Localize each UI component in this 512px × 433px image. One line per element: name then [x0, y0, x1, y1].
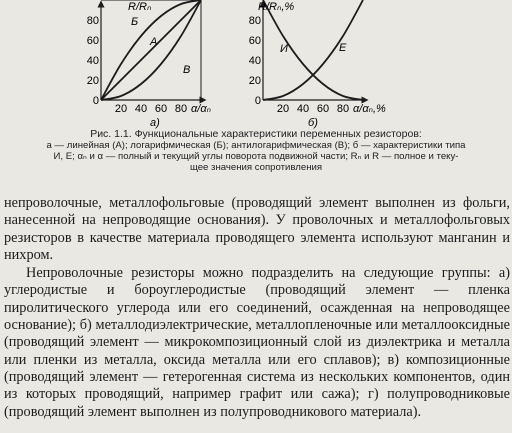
chart-a-x-tick: 80: [174, 103, 188, 115]
chart-b-series-1-line: [263, 0, 363, 100]
chart-b-sublabel: б): [308, 117, 318, 129]
chart-a-y-tick: 80: [86, 15, 99, 27]
chart-b-curve-label-i: И: [280, 43, 288, 55]
caption-line: щее значения сопротивления: [189, 162, 323, 173]
chart-a-curve-label-v: B: [183, 64, 191, 76]
body-text: [4, 195, 510, 421]
chart-b-x-tick: 80: [336, 103, 350, 115]
chart-a-x-tick: 60: [154, 103, 168, 115]
figure-caption: [10, 129, 502, 173]
chart-b-y-tick: 0: [254, 95, 261, 107]
chart-a-x-axis-label: α/αₙ: [191, 103, 211, 115]
caption-line: И, E; αₙ и α — полный и текущий углы поворота подвижной части; Rₙ и R — полное и теку-: [53, 151, 459, 162]
chart-b-x-tick: 20: [276, 103, 290, 115]
paragraph: Непроволочные резисторы можно подразделить на следующие группы: а) углеродистые и бороуглеродистые (проводящий элемент — пленка пиролитического углерода или его соединений, осажденная на непроводящее основание); б) металлодиэлектрические, металлопленочные или металлооксидные (проводящий элемент — микрокомпозиционный слой из диэлектрика и металла или пленки из металла, оксида металла или его сплавов); в) композиционные (проводящий элемент — гетерогенная система из нескольких компонентов, один из которых проводящий, например графит или сажа); г) полупроводниковые (проводящий элемент выполнен из полупроводникового материала).: [4, 265, 510, 420]
chart-b-curve-label-e: E: [339, 42, 347, 54]
chart-a-x-tick: 20: [114, 103, 128, 115]
chart-a-y-tick: 60: [86, 35, 99, 47]
chart-a-y-ticks: [87, 15, 99, 107]
chart-b-x-ticks: [277, 103, 349, 115]
chart-a-y-axis-label: R/Rₙ: [128, 1, 152, 13]
chart-b-y-tick: 40: [248, 55, 261, 67]
chart-b-y-axis-label: R/Rₙ,%: [258, 1, 295, 13]
chart-a-x-ticks: [115, 103, 187, 115]
chart-b: [249, 0, 386, 129]
chart-b-y-tick: 80: [248, 15, 261, 27]
chart-a-curve-label-a: A: [150, 36, 158, 48]
chart-a-y-tick: 0: [92, 95, 99, 107]
chart-b-y-ticks: [249, 15, 261, 107]
chart-a-y-tick: 40: [86, 55, 99, 67]
chart-b-y-tick: 20: [248, 75, 261, 87]
chart-a: [87, 0, 211, 129]
chart-a-sublabel: a): [150, 117, 160, 129]
chart-b-y-tick: 60: [248, 35, 261, 47]
chart-b-series-2-line: [263, 0, 363, 100]
chart-a-curve-label-b: Б: [131, 16, 139, 28]
chart-a-x-tick: 40: [134, 103, 148, 115]
chart-a-series-1-line: [101, 0, 201, 100]
chart-b-x-axis-label: α/αₙ,%: [353, 103, 386, 115]
chart-b-x-tick: 60: [316, 103, 330, 115]
caption-line: a — линейная (A); логарифмическая (Б); антилогарифмическая (B); б — характеристики типа: [46, 140, 466, 151]
caption-title: Рис. 1.1. Функциональные характеристики переменных резисторов:: [90, 128, 422, 140]
chart-a-y-tick: 20: [86, 75, 99, 87]
paragraph: непроволочные, металлофольговые (проводящий элемент выполнен из фольги, нанесенной на непроводящие основания). У проволочных и металлофольговых резисторов в качестве материала проводящего элемента используют манганин и нихром.: [4, 195, 510, 263]
chart-b-x-tick: 40: [296, 103, 310, 115]
figure-svg: [0, 0, 512, 130]
